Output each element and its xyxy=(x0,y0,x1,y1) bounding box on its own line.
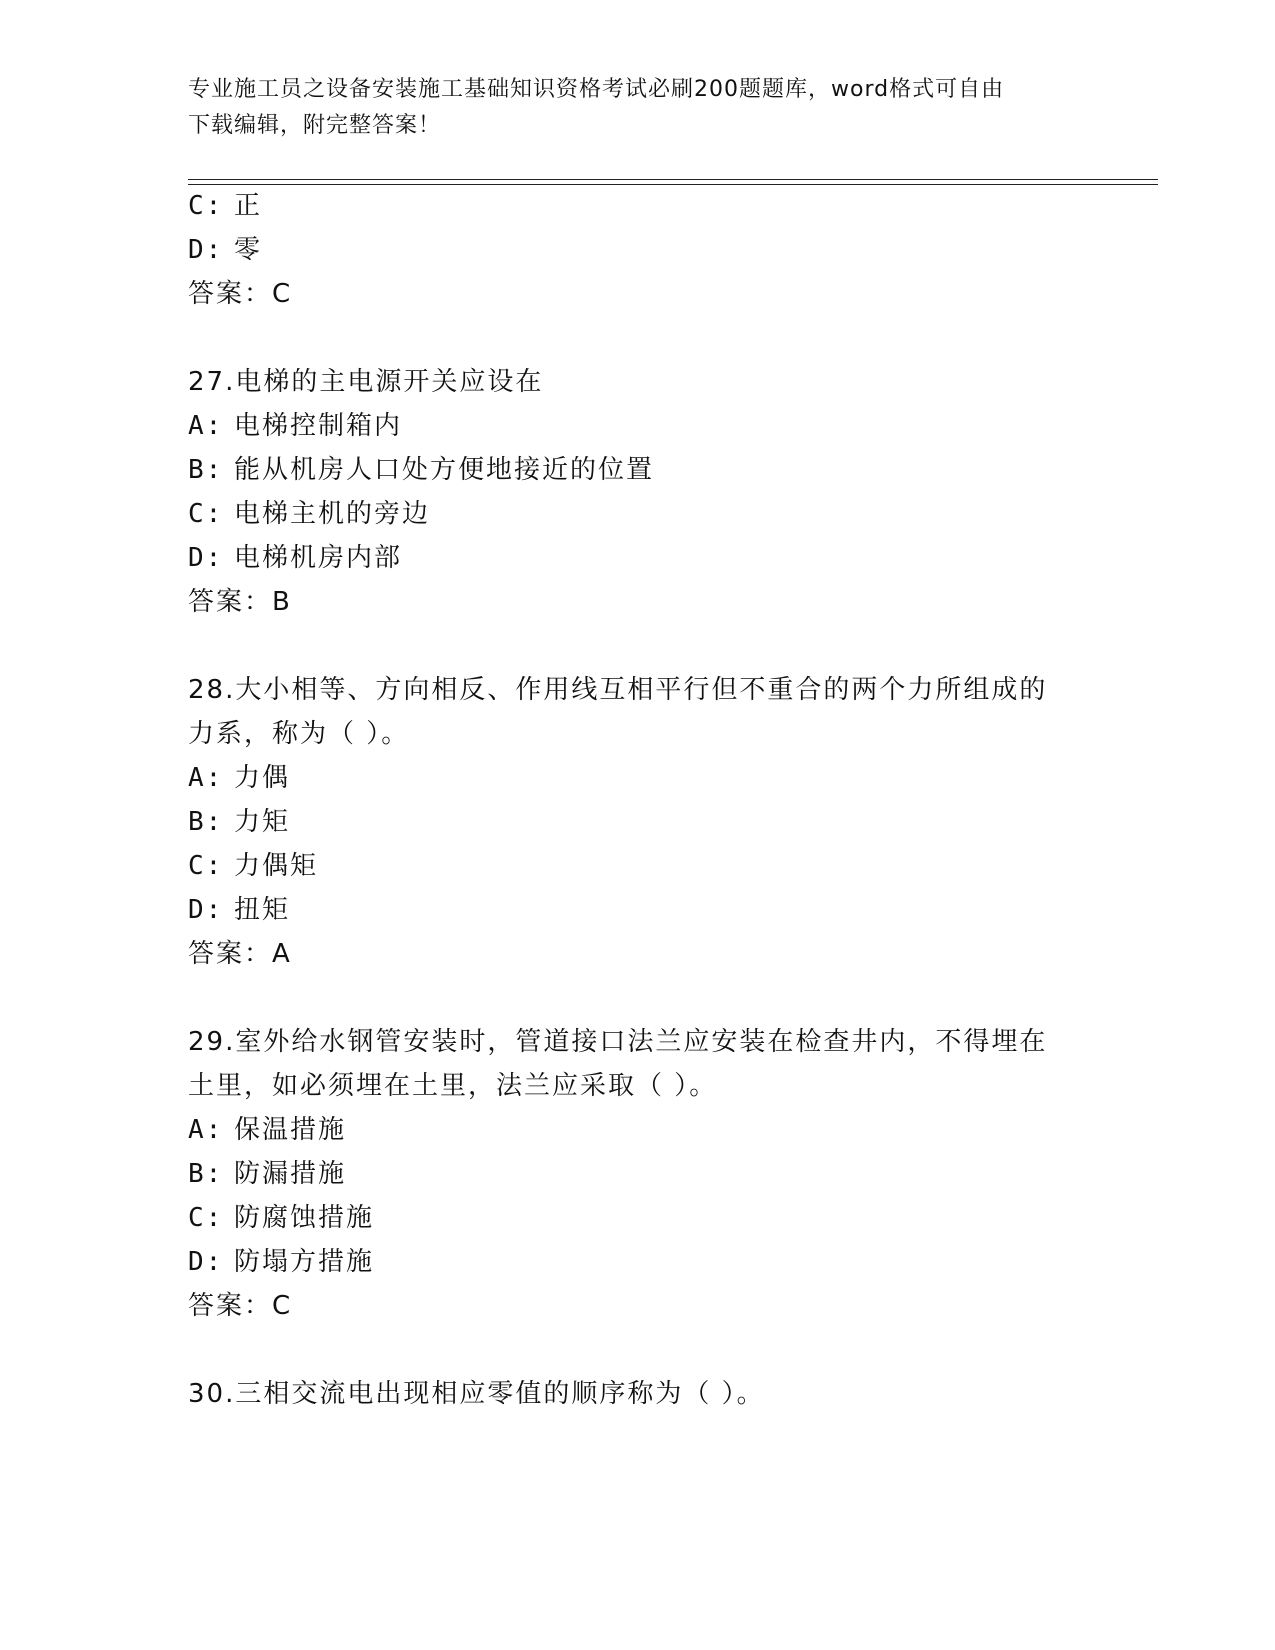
option-text: 防腐蚀措施 xyxy=(234,1203,375,1233)
header-rule-bottom xyxy=(188,184,1158,185)
option-text: 电梯机房内部 xyxy=(234,543,403,573)
option-key: A: xyxy=(188,1115,224,1145)
option-key: A: xyxy=(188,763,224,793)
option-line xyxy=(188,410,402,442)
option-key: D: xyxy=(188,543,224,573)
header-title-line2: 下载编辑，附完整答案！ xyxy=(188,113,442,138)
option-text: 能从机房人口处方便地接近的位置 xyxy=(234,455,655,485)
option-text: 保温措施 xyxy=(234,1115,347,1145)
option-text: 力偶矩 xyxy=(234,851,319,881)
question-stem: 29.室外给水钢管安装时，管道接口法兰应安装在检查井内，不得埋在 xyxy=(188,1027,1048,1057)
option-text: 正 xyxy=(234,191,263,221)
option-key: B: xyxy=(188,1159,224,1189)
question-stem: 27.电梯的主电源开关应设在 xyxy=(188,367,544,397)
option-key: B: xyxy=(188,455,224,485)
header-title-line1: 专业施工员之设备安装施工基础知识资格考试必刷200题题库，word格式可自由 xyxy=(188,77,1005,102)
option-line xyxy=(188,498,430,530)
option-line xyxy=(188,894,290,926)
option-line xyxy=(188,850,318,882)
answer-line: 答案：C xyxy=(188,279,293,309)
option-text: 零 xyxy=(234,235,263,265)
option-line xyxy=(188,190,262,222)
option-key: D: xyxy=(188,235,224,265)
option-text: 力偶 xyxy=(234,763,291,793)
option-text: 防塌方措施 xyxy=(234,1247,375,1277)
header-rule-top xyxy=(188,179,1158,180)
option-key: C: xyxy=(188,1203,224,1233)
option-line xyxy=(188,806,290,838)
option-text: 电梯主机的旁边 xyxy=(234,499,431,529)
answer-line: 答案：C xyxy=(188,1291,293,1321)
answer-line: 答案：A xyxy=(188,939,292,969)
question-stem: 30.三相交流电出现相应零值的顺序称为（ ）。 xyxy=(188,1379,765,1409)
question-stem-continued: 土里，如必须埋在土里，法兰应采取（ ）。 xyxy=(188,1071,718,1101)
document-header xyxy=(188,72,1088,144)
answer-line: 答案：B xyxy=(188,587,292,617)
option-line xyxy=(188,1158,346,1190)
option-key: D: xyxy=(188,1247,224,1277)
option-text: 扭矩 xyxy=(234,895,291,925)
option-line xyxy=(188,234,262,266)
option-line xyxy=(188,1202,374,1234)
option-text: 电梯控制箱内 xyxy=(234,411,403,441)
option-line xyxy=(188,762,290,794)
option-key: C: xyxy=(188,851,224,881)
option-text: 力矩 xyxy=(234,807,291,837)
option-line xyxy=(188,454,654,486)
question-stem: 28.大小相等、方向相反、作用线互相平行但不重合的两个力所组成的 xyxy=(188,675,1048,705)
option-line xyxy=(188,1246,374,1278)
question-stem-continued: 力系，称为（ ）。 xyxy=(188,719,410,749)
option-line xyxy=(188,542,402,574)
option-line xyxy=(188,1114,346,1146)
option-text: 防漏措施 xyxy=(234,1159,347,1189)
option-key: B: xyxy=(188,807,224,837)
option-key: A: xyxy=(188,411,224,441)
option-key: C: xyxy=(188,499,224,529)
option-key: D: xyxy=(188,895,224,925)
option-key: C: xyxy=(188,191,224,221)
